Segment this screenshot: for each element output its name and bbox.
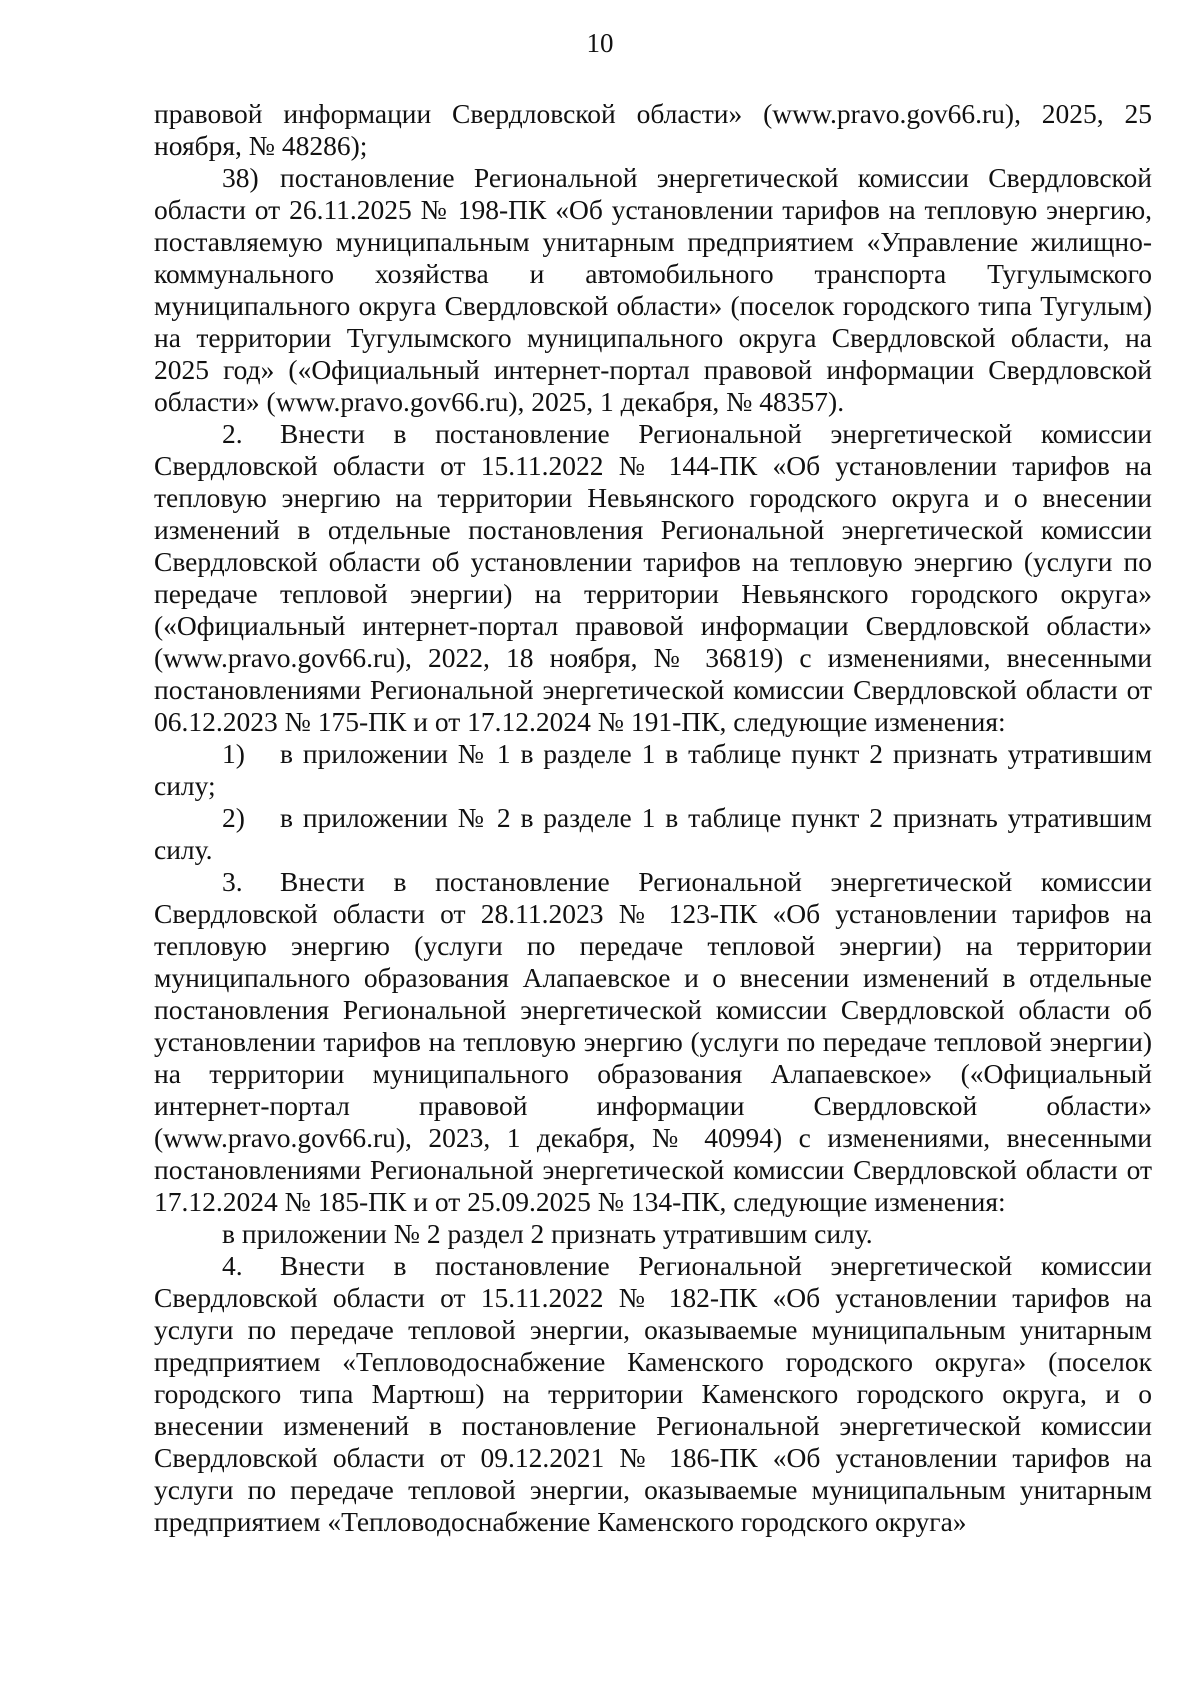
list-item-38 [154,162,1152,418]
subitem-2 [154,802,1152,866]
subitem-1 [154,738,1152,802]
document-body [154,98,1152,1538]
item-number: 38) [222,162,259,193]
item-number: 1) [222,738,245,769]
paragraph-text: Внести в постановление Региональной энергетической комиссии Свердловской области от 28.11.2023 № 123-ПК «Об установлении тарифов на тепловую энергию (услуги по передаче тепловой энергии) на территории муниципального образования Алапаевское и о внесении изменений в отдельные постановления Региональной энергетической комиссии Свердловской области об установлении тарифов на тепловую энергию (услуги по передаче тепловой энергии) на территории муниципального образования Алапаевское» («Официальный интернет-портал правовой информации Свердловской области» (www.pravo.gov66.ru), 2023, 1 декабря, № 40994) с изменениями, внесенными постановлениями Региональной энергетической комиссии Свердловской области от 17.12.2024 № 185-ПК и от 25.09.2025 № 134-ПК, следующие изменения: [154,866,1152,1217]
item-number: 2) [222,802,245,833]
paragraph-continuation [154,98,1152,162]
paragraph-text: в приложении № 2 раздел 2 признать утратившим силу. [222,1218,873,1249]
paragraph-text: Внести в постановление Региональной энергетической комиссии Свердловской области от 15.11.2022 № 182-ПК «Об установлении тарифов на услуги по передаче тепловой энергии, оказываемые муниципальным унитарным предприятием «Тепловодоснабжение Каменского городского округа» (поселок городского типа Мартюш) на территории Каменского городского округа, и о внесении изменений в постановление Региональной энергетической комиссии Свердловской области от 09.12.2021 № 186-ПК «Об установлении тарифов на услуги по передаче тепловой энергии, оказываемые муниципальным унитарным предприятием «Тепловодоснабжение Каменского городского округа» [154,1250,1152,1537]
section-4 [154,1250,1152,1538]
paragraph-text: правовой информации Свердловской области» (www.pravo.gov66.ru), 2025, 25 ноября, № 48286); [154,98,1152,161]
section-number: 2. [222,418,243,449]
section-number: 3. [222,866,243,897]
paragraph-text: Внести в постановление Региональной энергетической комиссии Свердловской области от 15.11.2022 № 144-ПК «Об установлении тарифов на тепловую энергию на территории Невьянского городского округа и о внесении изменений в отдельные постановления Региональной энергетической комиссии Свердловской области об установлении тарифов на тепловую энергию (услуги по передаче тепловой энергии) на территории Невьянского городского округа» («Официальный интернет-портал правовой информации Свердловской области» (www.pravo.gov66.ru), 2022, 18 ноября, № 36819) с изменениями, внесенными постановлениями Региональной энергетической комиссии Свердловской области от 06.12.2023 № 175-ПК и от 17.12.2024 № 191-ПК, следующие изменения: [154,418,1152,737]
page-number: 10 [586,28,614,58]
section-number: 4. [222,1250,243,1281]
paragraph-text: постановление Региональной энергетической комиссии Свердловской области от 26.11.2025 № 198-ПК «Об установлении тарифов на тепловую энергию, поставляемую муниципальным унитарным предприятием «Управление жилищно-коммунального хозяйства и автомобильного транспорта Тугулымского муниципального округа Свердловской области» (поселок городского типа Тугулым) на территории Тугулымского муниципального округа Свердловской области, на 2025 год» («Официальный интернет-портал правовой информации Свердловской области» (www.pravo.gov66.ru), 2025, 1 декабря, № 48357). [154,162,1152,417]
section-2 [154,418,1152,738]
paragraph-text: в приложении № 2 в разделе 1 в таблице пункт 2 признать утратившим силу. [154,802,1152,865]
section-3 [154,866,1152,1218]
section-3-change [154,1218,1152,1250]
paragraph-text: в приложении № 1 в разделе 1 в таблице пункт 2 признать утратившим силу; [154,738,1152,801]
